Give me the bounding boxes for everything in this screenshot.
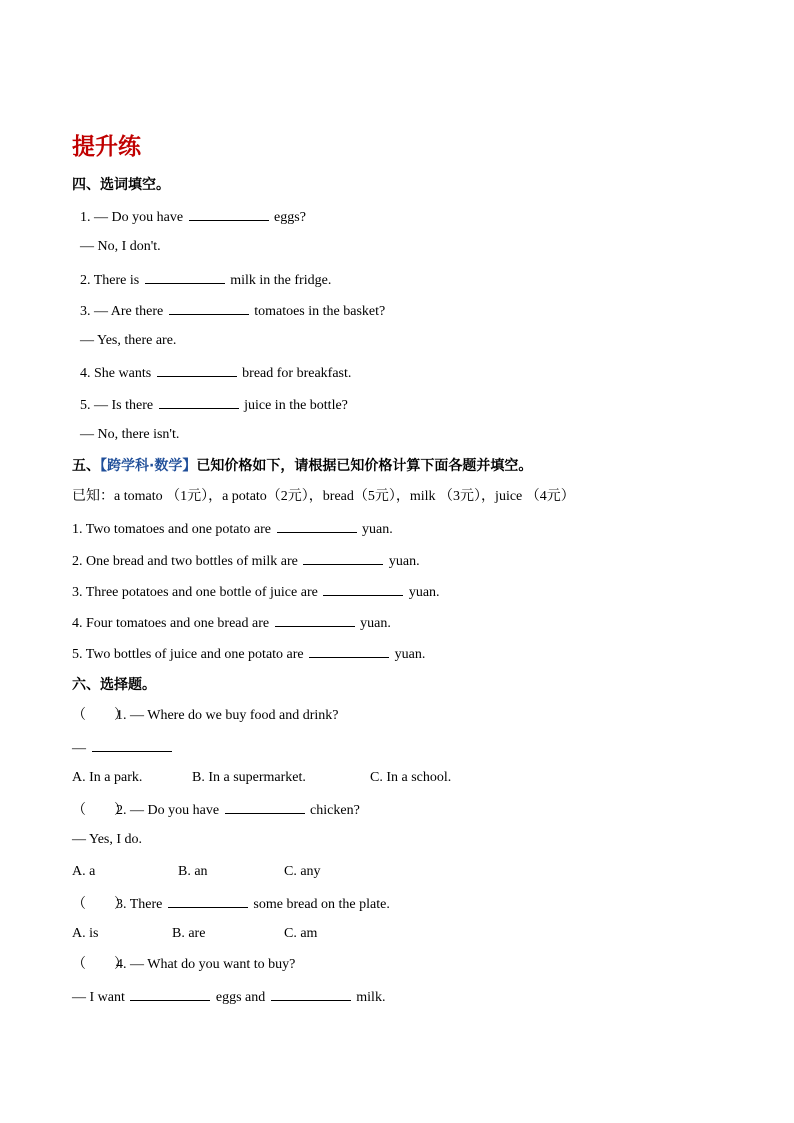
s6-q2-reply: — Yes, I do. <box>72 832 143 847</box>
s5-item-4 <box>72 613 391 633</box>
s4-item-2-pre: 2. There is <box>80 273 143 288</box>
section6-heading: 六、选择题。 <box>72 677 156 693</box>
s6-q1-answer <box>72 738 174 758</box>
answer-blank[interactable] <box>275 613 355 627</box>
s4-item-2 <box>80 270 331 290</box>
s4-item-3-post: tomatoes in the basket? <box>250 304 386 319</box>
s5-item-1 <box>72 519 393 539</box>
s6-q1-options <box>72 769 451 787</box>
answer-blank[interactable] <box>92 738 172 752</box>
s6-q3-pre: 3. There <box>116 897 166 912</box>
s4-item-2-post: milk in the fridge. <box>226 273 332 288</box>
s6-q2-pre: 2. — Do you have <box>116 803 223 818</box>
answer-blank[interactable] <box>303 551 383 565</box>
s4-item-1 <box>80 207 306 227</box>
answer-blank[interactable] <box>309 644 389 658</box>
s5-item-5-pre: 5. Two bottles of juice and one potato are <box>72 647 308 662</box>
s6-q3-post: some bread on the plate. <box>249 897 390 912</box>
s4-item-5-pre: 5. — Is there <box>80 398 157 413</box>
s4-item-5-post: juice in the bottle? <box>240 398 348 413</box>
answer-paren[interactable]: （ ） <box>72 708 128 723</box>
section5-instruction: 已知价格如下，请根据已知价格计算下面各题并填空。 <box>196 458 533 474</box>
s4-item-1-pre: 1. — Do you have <box>80 210 187 225</box>
answer-blank[interactable] <box>277 519 357 533</box>
answer-blank[interactable] <box>323 582 403 596</box>
s6-q2-post: chicken? <box>306 803 360 818</box>
s4-item-5-reply: — No, there isn't. <box>80 427 180 442</box>
s4-item-5 <box>80 395 348 415</box>
cross-subject-tag: 【跨学科·数学】 <box>100 458 197 474</box>
section5-number: 五、 <box>72 458 100 474</box>
s6-q2 <box>72 800 360 820</box>
s6-q4-reply <box>72 987 385 1007</box>
s4-item-1-reply: — No, I don't. <box>80 239 161 254</box>
answer-blank[interactable] <box>225 800 305 814</box>
answer-blank[interactable] <box>189 207 269 221</box>
option-c[interactable]: C. am <box>284 926 318 941</box>
s5-item-2-post: yuan. <box>385 554 420 569</box>
s5-item-5 <box>72 644 425 664</box>
s4-item-4-pre: 4. She wants <box>80 366 155 381</box>
answer-paren[interactable]: （ ） <box>72 897 128 912</box>
section5-heading <box>72 457 532 475</box>
s5-item-1-pre: 1. Two tomatoes and one potato are <box>72 522 275 537</box>
option-a[interactable]: A. a <box>72 864 96 879</box>
s6-q4-reply-post: milk. <box>352 990 386 1005</box>
s6-q4-reply-pre: — I want <box>72 990 129 1005</box>
answer-blank[interactable] <box>271 987 351 1001</box>
s5-item-5-post: yuan. <box>391 647 426 662</box>
s5-item-3-post: yuan. <box>405 585 440 600</box>
s6-q3-options <box>72 925 317 943</box>
option-c[interactable]: C. any <box>284 864 321 879</box>
s5-item-1-post: yuan. <box>358 522 393 537</box>
s4-item-1-post: eggs? <box>270 210 306 225</box>
s6-q4-reply-mid: eggs and <box>212 990 269 1005</box>
s4-item-3-reply: — Yes, there are. <box>80 333 177 348</box>
answer-blank[interactable] <box>145 270 225 284</box>
answer-paren[interactable]: （ ） <box>72 957 128 972</box>
s6-q1 <box>72 707 339 725</box>
s6-q2-options <box>72 863 321 881</box>
option-c[interactable]: C. In a school. <box>370 770 452 785</box>
s4-item-3 <box>80 301 385 321</box>
s5-item-2 <box>72 551 420 571</box>
s5-item-2-pre: 2. One bread and two bottles of milk are <box>72 554 302 569</box>
option-b[interactable]: B. are <box>172 926 206 941</box>
s5-item-3 <box>72 582 440 602</box>
known-prices: 已知：a tomato （1元），a potato（2元），bread（5元），milk （3元），juice （4元） <box>72 489 575 504</box>
s6-q4 <box>72 956 295 974</box>
answer-blank[interactable] <box>157 363 237 377</box>
s4-item-4-post: bread for breakfast. <box>238 366 352 381</box>
s6-q1-text: 1. — Where do we buy food and drink? <box>116 708 339 723</box>
s5-item-4-post: yuan. <box>356 616 391 631</box>
option-b[interactable]: B. In a supermarket. <box>192 770 306 785</box>
answer-blank[interactable] <box>159 395 239 409</box>
option-b[interactable]: B. an <box>178 864 208 879</box>
s5-item-4-pre: 4. Four tomatoes and one bread are <box>72 616 273 631</box>
s6-q3 <box>72 894 390 914</box>
answer-blank[interactable] <box>130 987 210 1001</box>
option-a[interactable]: A. is <box>72 926 99 941</box>
s4-item-3-pre: 3. — Are there <box>80 304 167 319</box>
section4-heading: 四、选词填空。 <box>72 177 170 193</box>
s6-q1-dash: — <box>72 741 90 756</box>
page-title: 提升练 <box>72 134 141 160</box>
answer-paren[interactable]: （ ） <box>72 803 128 818</box>
s4-item-4 <box>80 363 351 383</box>
answer-blank[interactable] <box>168 894 248 908</box>
s6-q4-text: 4. — What do you want to buy? <box>116 957 296 972</box>
s5-item-3-pre: 3. Three potatoes and one bottle of juice are <box>72 585 322 600</box>
option-a[interactable]: A. In a park. <box>72 770 143 785</box>
answer-blank[interactable] <box>169 301 249 315</box>
